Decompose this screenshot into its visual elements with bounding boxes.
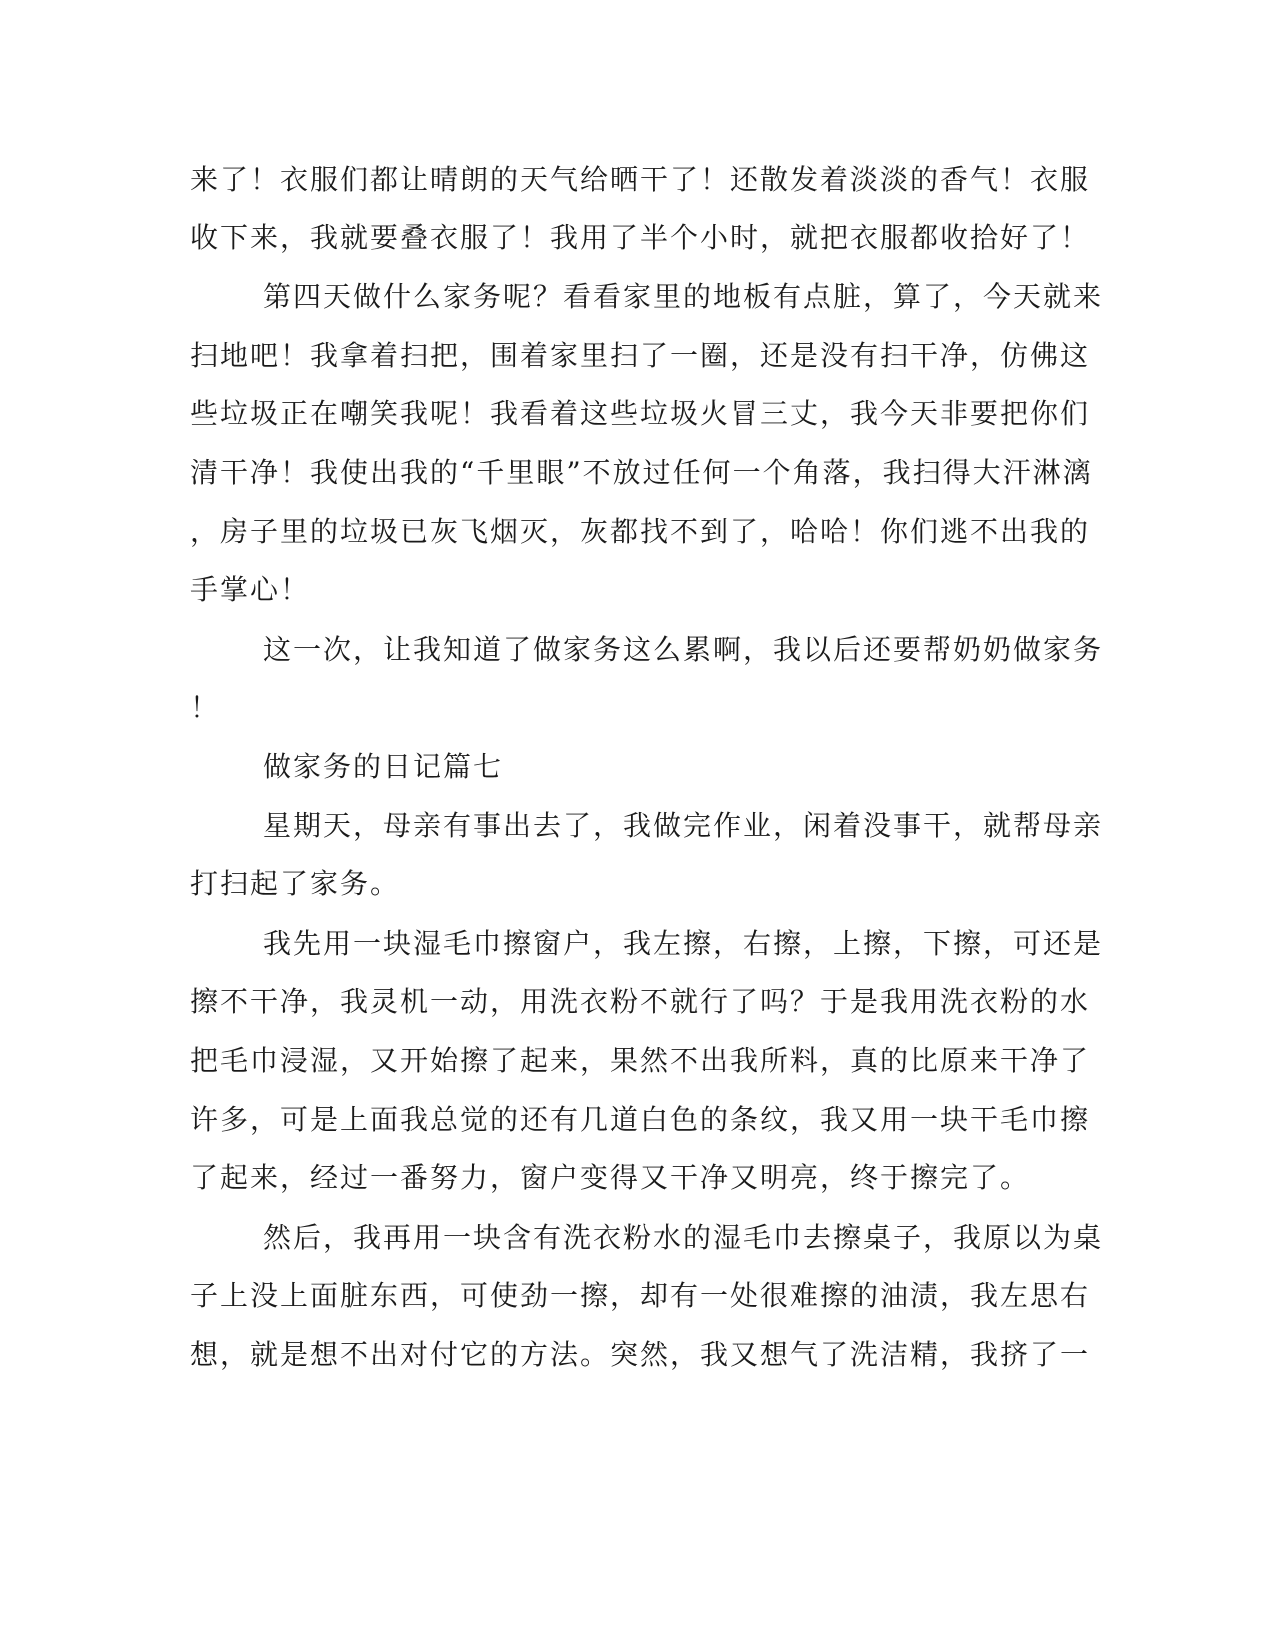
section-heading: 做家务的日记篇七 (263, 750, 504, 783)
paragraph-start-line: 这一次，让我知道了做家务这么累啊，我以后还要帮奶奶做家务 (263, 633, 1104, 666)
text-line: ，房子里的垃圾已灰飞烟灭，灰都找不到了，哈哈！你们逃不出我的 (190, 515, 1091, 548)
text-line: 了起来，经过一番努力，窗户变得又干净又明亮，终于擦完了。 (190, 1161, 1031, 1194)
text-line: 擦不干净，我灵机一动，用洗衣粉不就行了吗？于是我用洗衣粉的水 (190, 985, 1091, 1018)
text-line: 清干净！我使出我的“千里眼”不放过任何一个角落，我扫得大汗淋漓 (190, 456, 1093, 489)
text-line: 想，就是想不出对付它的方法。突然，我又想气了洗洁精，我挤了一 (190, 1338, 1091, 1371)
text-line: 许多，可是上面我总觉的还有几道白色的条纹，我又用一块干毛巾擦 (190, 1103, 1091, 1136)
text-line: 打扫起了家务。 (190, 867, 401, 900)
text-line: 来了！衣服们都让晴朗的天气给晒干了！还散发着淡淡的香气！衣服 (190, 163, 1091, 196)
paragraph-start-line: 星期天，母亲有事出去了，我做完作业，闲着没事干，就帮母亲 (263, 809, 1104, 842)
text-line: 把毛巾浸湿，又开始擦了起来，果然不出我所料，真的比原来干净了 (190, 1044, 1091, 1077)
paragraph-start-line: 第四天做什么家务呢？看看家里的地板有点脏，算了，今天就来 (263, 280, 1104, 313)
paragraph-start-line: 然后，我再用一块含有洗衣粉水的湿毛巾去擦桌子，我原以为桌 (263, 1221, 1104, 1254)
text-line: 些垃圾正在嘲笑我呢！我看着这些垃圾火冒三丈，我今天非要把你们 (190, 397, 1091, 430)
text-line: 手掌心！ (190, 573, 311, 606)
text-line: 收下来，我就要叠衣服了！我用了半个小时，就把衣服都收拾好了！ (190, 221, 1091, 254)
paragraph-start-line: 我先用一块湿毛巾擦窗户，我左擦，右擦，上擦，下擦，可还是 (263, 927, 1104, 960)
text-line: ！ (190, 691, 221, 724)
text-line: 扫地吧！我拿着扫把，围着家里扫了一圈，还是没有扫干净，仿佛这 (190, 339, 1091, 372)
text-line: 子上没上面脏东西，可使劲一擦，却有一处很难擦的油渍，我左思右 (190, 1279, 1091, 1312)
